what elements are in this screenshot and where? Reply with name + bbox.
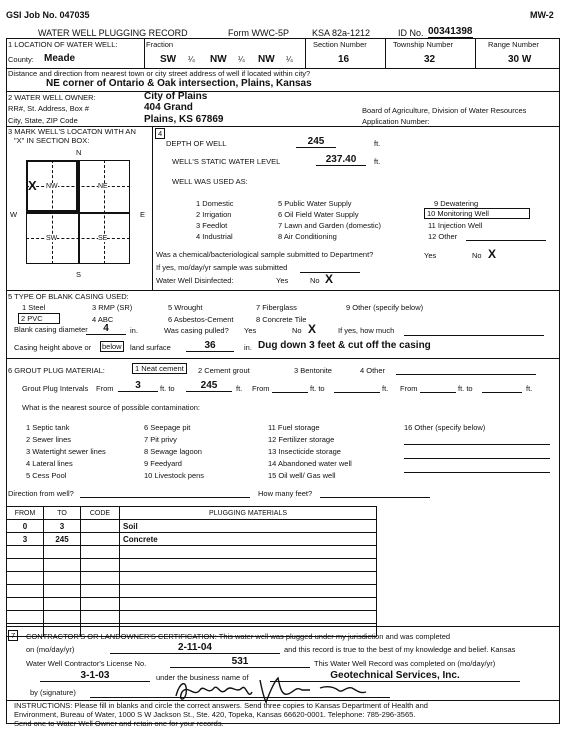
signature-label: by (signature)	[30, 688, 76, 697]
row-to: 3	[44, 520, 81, 533]
range-number-label: Range Number	[488, 40, 539, 49]
row-code	[81, 520, 120, 533]
section-3-number: 3	[8, 127, 13, 136]
casing-concrete-tile[interactable]: 8 Concrete Tile	[256, 315, 307, 324]
form-title: WATER WELL PLUGGING RECORD	[38, 28, 188, 38]
fraction-label: Fraction	[146, 40, 174, 49]
id-label: ID No.	[398, 28, 424, 38]
dug-note: Dug down 3 feet & cut off the casing	[258, 340, 431, 351]
certification-text-2: and this record is true to the best of my knowledge and belief. Kansas	[284, 645, 516, 654]
fraction-3: NW	[258, 54, 275, 65]
grout-label: GROUT PLUG MATERIAL:	[14, 366, 105, 375]
from-label-3: From	[400, 384, 418, 393]
quarter-2: ¼	[238, 55, 245, 64]
address-label: RR#, St. Address, Box #	[8, 104, 89, 113]
chem-no-mark: X	[488, 247, 497, 261]
section-7-number: 7	[8, 630, 18, 641]
mark-label-1: MARK WELL'S LOCATON WITH AN	[14, 127, 136, 136]
township-number-label: Township Number	[393, 40, 454, 49]
disinfected-no-mark: X	[325, 272, 334, 286]
use-feedlot[interactable]: 3 Feedlot	[196, 221, 228, 230]
use-irrigation[interactable]: 2 Irrigation	[196, 210, 232, 219]
record-completed-label: This Water Well Record was completed on (mo/day/yr)	[314, 659, 496, 668]
source-other[interactable]: 16 Other (specify below)	[404, 423, 486, 432]
fraction-1: SW	[160, 54, 177, 65]
casing-rmp[interactable]: 3 RMP (SR)	[92, 303, 133, 312]
job-number: GSI Job No. 047035	[6, 10, 90, 20]
static-value: 237.40	[316, 154, 366, 166]
ne-label: NE	[98, 183, 108, 190]
table-row	[7, 546, 377, 559]
casing-abc[interactable]: 4 ABC	[92, 315, 114, 324]
section-1-number: 1	[8, 40, 13, 49]
land-surface-label: land surface	[130, 343, 171, 352]
east-label: E	[140, 210, 146, 219]
license-number: 531	[170, 656, 310, 668]
mw-label: MW-2	[530, 10, 554, 20]
table-row	[7, 585, 377, 598]
row-to: 245	[44, 533, 81, 546]
diameter-value: 4	[86, 323, 126, 335]
chem-question: Was a chemical/bacteriological sample submitted to Department?	[156, 250, 374, 259]
casing-label: TYPE OF BLANK CASING USED:	[14, 292, 129, 301]
source-pit-privy[interactable]: 7 Pit privy	[144, 435, 177, 444]
casing-steel[interactable]: 1 Steel	[22, 303, 46, 312]
height-label: Casing height above or	[14, 343, 92, 352]
id-value: 00341398	[428, 26, 473, 37]
ft-label-1: ft.	[236, 384, 243, 393]
owner-label: WATER WELL OWNER:	[14, 93, 96, 102]
depth-ft: ft.	[374, 139, 381, 148]
disinfected-no[interactable]: No	[310, 276, 320, 285]
chem-no[interactable]: No	[472, 251, 482, 260]
ft-label-3: ft.	[526, 384, 533, 393]
record-date: 3-1-03	[40, 670, 150, 682]
casing-fiberglass[interactable]: 7 Fiberglass	[256, 303, 297, 312]
quarter-3: ¼	[286, 55, 293, 64]
south-label: S	[76, 270, 82, 279]
source-fuel-storage[interactable]: 11 Fuel storage	[268, 423, 320, 432]
use-industrial[interactable]: 4 Industrial	[196, 232, 233, 241]
ft-label-2: ft.	[382, 384, 389, 393]
table-row	[7, 572, 377, 585]
pulled-question: Was casing pulled?	[164, 326, 229, 335]
ksa: KSA 82a-1212	[312, 28, 371, 38]
disinfected-yes[interactable]: Yes	[276, 276, 289, 285]
casing-asbestos[interactable]: 6 Asbestos-Cement	[168, 315, 234, 324]
table-row	[7, 598, 377, 611]
interval-from-1: 3	[118, 380, 158, 392]
instructions-line-1: INSTRUCTIONS: Please fill in blanks and circle the correct answers. Send three copies to Kansas Department of Health and	[14, 701, 428, 710]
use-domestic[interactable]: 1 Domestic	[196, 199, 234, 208]
grout-other[interactable]: 4 Other	[360, 366, 386, 375]
use-public-water[interactable]: 5 Public Water Supply	[278, 199, 352, 208]
table-row	[7, 611, 377, 624]
county-value: Meade	[44, 53, 76, 64]
use-injection-well[interactable]: 11 Injection Well	[428, 221, 483, 230]
application-label: Application Number:	[362, 117, 430, 126]
from-label-2: From	[252, 384, 270, 393]
owner-value: City of Plains	[144, 91, 208, 102]
sample-date-label: If yes, mo/day/yr sample was submitted	[156, 263, 288, 272]
row-material: Soil	[120, 520, 377, 533]
city-value: Plains, KS 67869	[144, 114, 224, 125]
intervals-label: Grout Plug Intervals	[22, 384, 89, 393]
casing-other[interactable]: 9 Other (specify below)	[346, 303, 424, 312]
source-oil-gas-well[interactable]: 15 Oil well/ Gas well	[268, 471, 336, 480]
distance-label: Distance and direction from nearest town or city street address of well if located within city?	[8, 69, 311, 78]
howmany-label: How many feet?	[258, 489, 313, 498]
range-number: 30 W	[508, 54, 532, 65]
source-sewer-lines[interactable]: 2 Sewer lines	[26, 435, 72, 444]
grout-bentonite[interactable]: 3 Bentonite	[294, 366, 332, 375]
diameter-in: in.	[130, 326, 138, 335]
casing-wrought[interactable]: 5 Wrought	[168, 303, 203, 312]
mark-label-2: "X" IN SECTION BOX:	[14, 136, 90, 145]
row-from: 3	[7, 533, 44, 546]
static-ft: ft.	[374, 157, 381, 166]
sw-label: SW	[46, 235, 58, 242]
source-sewage-lagoon[interactable]: 8 Sewage lagoon	[144, 447, 202, 456]
se-label: SE	[98, 235, 108, 242]
use-dewatering[interactable]: 9 Dewatering	[434, 199, 479, 208]
nw-label: NW	[46, 183, 58, 190]
pulled-no-mark: X	[308, 322, 317, 336]
completed-on-label: on (mo/day/yr)	[26, 645, 75, 654]
source-cess-pool[interactable]: 5 Cess Pool	[26, 471, 67, 480]
instructions-line-3: Send one to Water Well Owner and retain one for your records.	[14, 719, 224, 728]
col-plugging-materials: PLUGGING MATERIALS	[120, 507, 377, 520]
section-number: 16	[338, 54, 350, 65]
source-septic-tank[interactable]: 1 Septic tank	[26, 423, 70, 432]
form-number: Form WWC-5P	[228, 28, 289, 38]
section-number-label: Section Number	[313, 40, 367, 49]
height-in: in.	[244, 343, 252, 352]
table-row	[7, 533, 377, 546]
used-label: WELL WAS USED AS:	[172, 177, 248, 186]
col-to: TO	[44, 507, 81, 520]
interval-to-1: 245	[186, 380, 232, 392]
row-from: 0	[7, 520, 44, 533]
grout-cement-grout[interactable]: 2 Cement grout	[198, 366, 250, 375]
ftto-label-1: ft. to	[160, 384, 175, 393]
from-label-1: From	[96, 384, 114, 393]
diameter-label: Blank casing diameter	[14, 325, 88, 334]
address-value: 404 Grand	[144, 102, 193, 113]
source-lateral-lines[interactable]: 4 Lateral lines	[26, 459, 73, 468]
completed-date: 2-11-04	[110, 642, 280, 654]
township-number: 32	[424, 54, 436, 65]
fraction-2: NW	[210, 54, 227, 65]
row-code	[81, 533, 120, 546]
use-monitoring-well[interactable]: 10 Monitoring Well	[424, 208, 530, 219]
col-code: CODE	[81, 507, 120, 520]
source-livestock-pens[interactable]: 10 Livestock pens	[144, 471, 205, 480]
chem-yes[interactable]: Yes	[424, 251, 437, 260]
distance-value: NE corner of Ontario & Oak intersection, Plains, Kansas	[46, 78, 312, 89]
use-other[interactable]: 12 Other	[428, 232, 458, 241]
plugging-materials-table	[6, 506, 377, 637]
source-watertight-sewer[interactable]: 3 Watertight sewer lines	[26, 447, 106, 456]
section-2-number: 2	[8, 93, 13, 102]
company-name: Geotechnical Services, Inc.	[270, 670, 520, 682]
use-oil-field[interactable]: 6 Oil Field Water Supply	[278, 210, 359, 219]
location-x-mark: X	[28, 178, 37, 193]
ftto-label-3: ft. to	[458, 384, 473, 393]
location-label: LOCATION OF WATER WELL:	[14, 40, 118, 49]
section-5-number: 5	[8, 292, 13, 301]
row-material: Concrete	[120, 533, 377, 546]
table-row	[7, 559, 377, 572]
source-seepage-pit[interactable]: 6 Seepage pit	[144, 423, 191, 432]
license-label: Water Well Contractor's License No.	[26, 659, 147, 668]
pulled-no[interactable]: No	[292, 326, 302, 335]
instructions-line-2: Environment, Bureau of Water, 1000 S W Jackson St., Ste. 420, Topeka, Kansas 66620-0001. Telephone: 785-296-3565.	[14, 710, 416, 719]
below-circled[interactable]: below	[102, 342, 122, 351]
source-abandoned-well[interactable]: 14 Abandoned water well	[268, 459, 352, 468]
source-feedyard[interactable]: 9 Feedyard	[144, 459, 182, 468]
ftto-label-2: ft. to	[310, 384, 325, 393]
grout-neat-cement[interactable]: 1 Neat cement	[132, 363, 187, 374]
contamination-question: What is the nearest source of possible contamination:	[22, 403, 201, 412]
certification-text-1: CONTRACTOR'S OR LANDOWNER'S CERTIFICATION: This water well was plugged under my jurisdiction and was completed	[26, 632, 451, 641]
use-lawn-garden[interactable]: 7 Lawn and Garden (domestic)	[278, 221, 381, 230]
board-label: Board of Agriculture, Division of Water Resources	[362, 106, 527, 115]
city-label: City, State, ZIP Code	[8, 116, 78, 125]
source-insecticide-storage[interactable]: 13 Insecticide storage	[268, 447, 341, 456]
pulled-yes[interactable]: Yes	[244, 326, 257, 335]
quarter-1: ¼	[188, 55, 195, 64]
howmuch-label: If yes, how much	[338, 326, 395, 335]
section-4-number: 4	[155, 128, 165, 139]
source-fertilizer-storage[interactable]: 12 Fertilizer storage	[268, 435, 335, 444]
depth-label: DEPTH OF WELL	[166, 139, 227, 148]
business-label: under the business name of	[156, 673, 249, 682]
depth-value: 245	[296, 136, 336, 148]
disinfected-label: Water Well Disinfected:	[156, 276, 234, 285]
section-6-number: 6	[8, 366, 13, 375]
direction-label: Direction from well?	[8, 489, 74, 498]
north-label: N	[76, 148, 82, 157]
height-value: 36	[186, 340, 234, 352]
col-from: FROM	[7, 507, 44, 520]
casing-pvc[interactable]: 2 PVC	[18, 313, 60, 324]
county-label: County:	[8, 55, 34, 64]
table-row	[7, 520, 377, 533]
static-label: WELL'S STATIC WATER LEVEL	[172, 157, 281, 166]
west-label: W	[10, 210, 18, 219]
use-air-conditioning[interactable]: 8 Air Conditioning	[278, 232, 337, 241]
